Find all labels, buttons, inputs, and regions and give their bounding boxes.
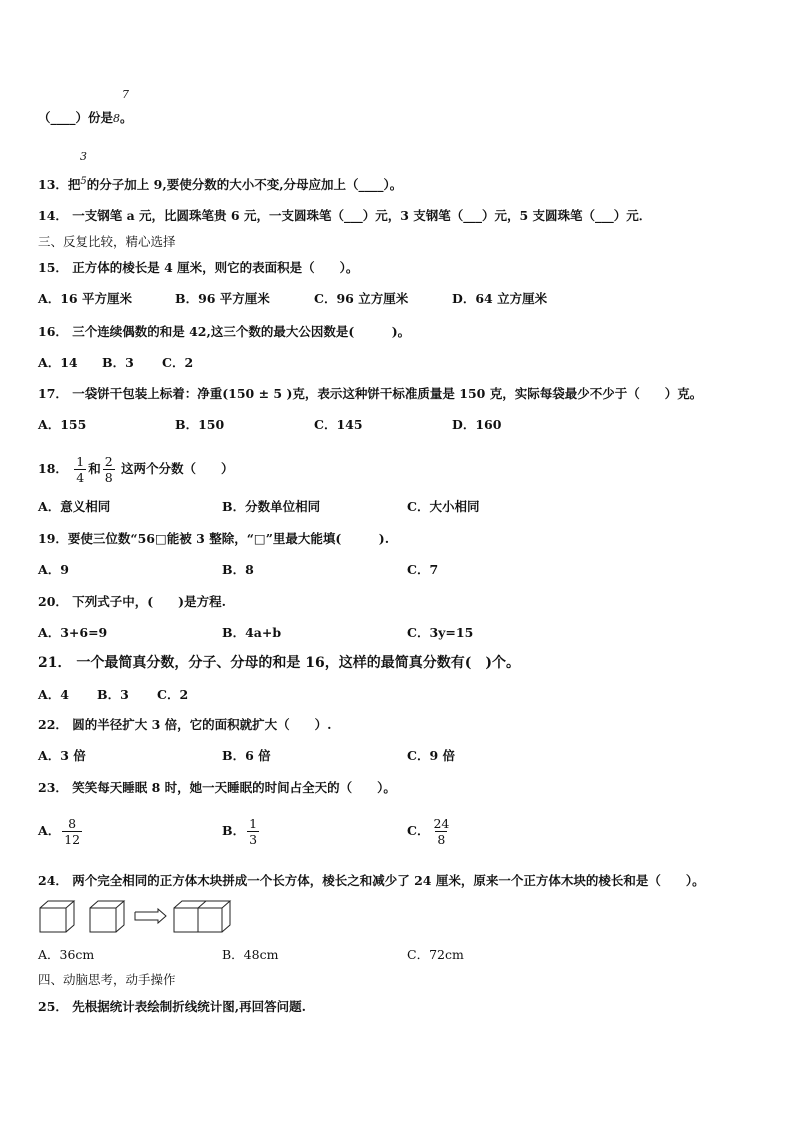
q18-mid: 和 (88, 461, 101, 476)
q13-num: 13． (38, 177, 68, 193)
q18-option-a[interactable]: A．意义相同 (38, 499, 111, 514)
q13-pre: 把 (67, 177, 81, 193)
q12-numerator: 7 (122, 88, 129, 101)
q21-option-a[interactable]: A．4 (38, 687, 69, 702)
q13-line (38, 174, 402, 193)
q12-line (38, 110, 133, 127)
q18-fraction-2 (103, 454, 115, 485)
q13-numerator: 3 (80, 150, 87, 163)
q22-option-b[interactable]: B．6 倍 (222, 748, 271, 763)
q23-b-numerator: 1 (249, 816, 258, 831)
q23-option-c-label: C． (407, 823, 430, 838)
q17-option-b[interactable]: B．150 (175, 417, 225, 432)
q20-option-b[interactable]: B．4a+b (222, 625, 282, 640)
q15-option-c[interactable]: C．96 立方厘米 (314, 291, 409, 306)
q20-option-a[interactable]: A．3+6=9 (38, 625, 108, 640)
q12-tail: 。 (120, 110, 133, 125)
q23-text: 23． 笑笑每天睡眠 8 时，她一天睡眠的时间占全天的（ ）。 (38, 780, 396, 795)
q15-option-d[interactable]: D．64 立方厘米 (452, 291, 548, 306)
q14-text: 14． 一支钢笔 a 元，比圆珠笔贵 6 元，一支圆珠笔（___）元，3 支钢笔（___）元，5 支圆珠笔（___）元． (38, 208, 652, 223)
q23-c-numerator: 24 (433, 816, 450, 831)
q23-option-b-label: B． (222, 823, 246, 838)
q21-option-c[interactable]: C．2 (157, 687, 189, 702)
q18-f1-denominator: 4 (76, 470, 85, 485)
q23-option-b[interactable] (222, 816, 261, 847)
q17-option-a[interactable]: A．155 (38, 417, 87, 432)
q18-f1-numerator: 1 (76, 454, 85, 469)
q18-f2-numerator: 2 (104, 454, 113, 469)
q21-text: 21． 一个最简真分数，分子、分母的和是 16，这样的最简真分数有( )个。 (38, 655, 520, 671)
section4-heading: 四、动脑思考，动手操作 (38, 972, 176, 987)
cubes-figure (38, 898, 238, 934)
q23-c-denominator: 8 (437, 832, 446, 847)
q12-denominator: 8 (113, 112, 121, 125)
q22-option-c[interactable]: C．9 倍 (407, 748, 455, 763)
q16-option-a[interactable]: A．14 (38, 355, 78, 370)
q17-option-d[interactable]: D．160 (452, 417, 502, 432)
q18-num: 18． (38, 461, 68, 476)
q17-text: 17． 一袋饼干包装上标着：净重(150 ± 5 )克，表示这种饼干标准质量是 150 克，实际每袋最少不少于（ ）克。 (38, 386, 703, 401)
q22-option-a[interactable]: A．3 倍 (38, 748, 86, 763)
q20-option-c[interactable]: C．3y=15 (407, 625, 474, 640)
q24-option-b[interactable]: B．48cm (222, 947, 279, 962)
q20-text: 20． 下列式子中，( )是方程. (38, 594, 226, 609)
q16-option-b[interactable]: B．3 (102, 355, 134, 370)
q23-option-a[interactable] (38, 816, 84, 847)
q15-text: 15． 正方体的棱长是 4 厘米，则它的表面积是（ ）。 (38, 260, 359, 275)
cuboid (174, 901, 230, 932)
q13-denominator: 5 (80, 176, 87, 187)
q18-text: 这两个分数（ ） (121, 461, 234, 476)
q22-text: 22． 圆的半径扩大 3 倍，它的面积就扩大（ ）. (38, 717, 332, 732)
arrow-icon (135, 909, 166, 923)
q12-text: （____）份是 (38, 110, 114, 125)
q23-a-denominator: 12 (64, 832, 81, 847)
cube-1 (40, 901, 74, 932)
q18-fraction-1 (74, 454, 86, 485)
q16-text: 16． 三个连续偶数的和是 42,这三个数的最大公因数是( )。 (38, 324, 411, 339)
q19-option-a[interactable]: A．9 (38, 562, 69, 577)
q24-option-a[interactable]: A．36cm (38, 947, 95, 962)
q18-f2-denominator: 8 (104, 470, 113, 485)
q13-text: 的分子加上 9,要使分数的大小不变,分母应加上（____）。 (86, 177, 403, 193)
q19-option-b[interactable]: B．8 (222, 562, 254, 577)
q25-text: 25． 先根据统计表绘制折线统计图,再回答问题. (38, 999, 306, 1014)
q23-option-b-fraction (247, 816, 259, 847)
q23-option-c[interactable] (407, 816, 453, 847)
q24-text: 24． 两个完全相同的正方体木块拼成一个长方体，棱长之和减少了 24 厘米，原来一个正方体木块的棱长和是（ ）。 (38, 873, 705, 888)
q23-a-numerator: 8 (68, 816, 77, 831)
q23-option-c-fraction (431, 816, 451, 847)
q18-option-b[interactable]: B．分数单位相同 (222, 499, 321, 514)
q23-option-a-label: A． (38, 823, 61, 838)
q18-option-c[interactable]: C．大小相同 (407, 499, 480, 514)
section3-heading: 三、反复比较，精心选择 (38, 234, 176, 249)
q19-option-c[interactable]: C．7 (407, 562, 439, 577)
q17-option-c[interactable]: C．145 (314, 417, 363, 432)
cube-2 (90, 901, 124, 932)
q21-option-b[interactable]: B．3 (97, 687, 129, 702)
q15-option-b[interactable]: B．96 平方厘米 (175, 291, 270, 306)
q15-option-a[interactable]: A．16 平方厘米 (38, 291, 132, 306)
q18-line (38, 451, 234, 487)
q19-text: 19．要使三位数“56□能被 3 整除，“□”里最大能填( ). (38, 531, 390, 546)
q23-b-denominator: 3 (249, 832, 258, 847)
q23-option-a-fraction (62, 816, 82, 847)
q24-option-c[interactable]: C．72cm (407, 947, 464, 962)
q16-option-c[interactable]: C．2 (162, 355, 194, 370)
